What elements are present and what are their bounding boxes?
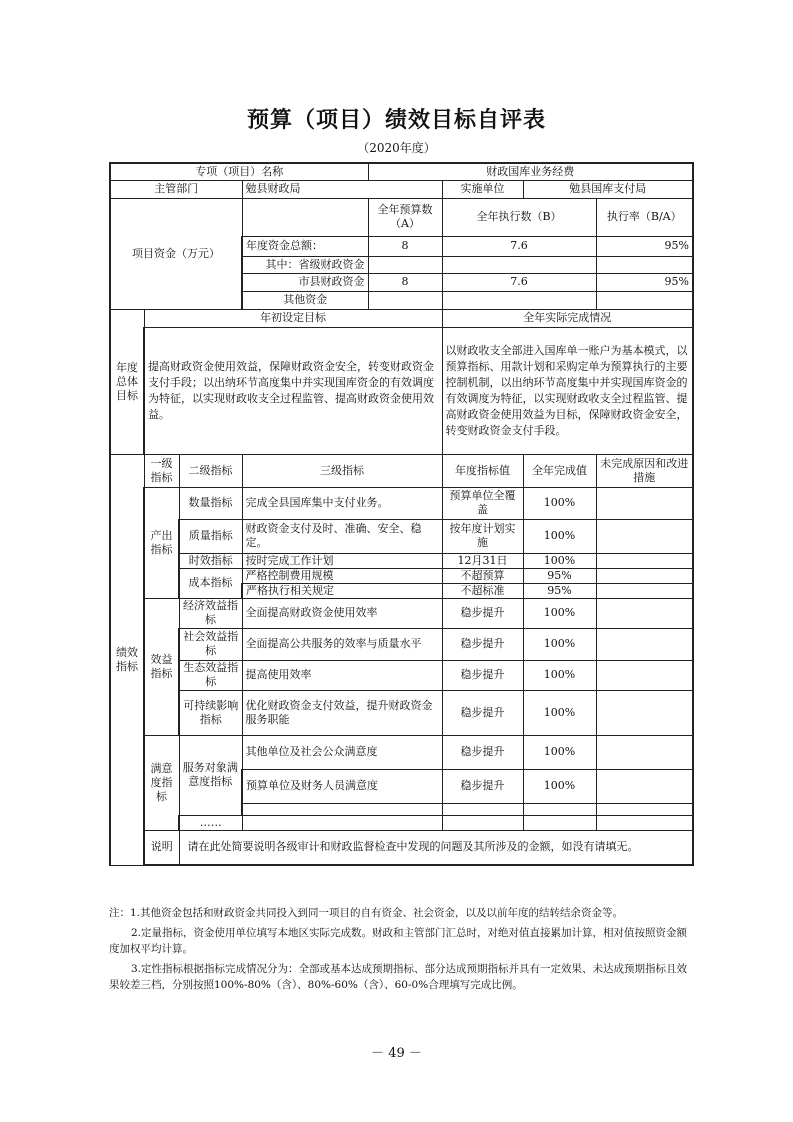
indicator-done: 100% bbox=[523, 690, 596, 735]
indicator-target: 12月31日 bbox=[442, 553, 523, 568]
output-l1: 产出指标 bbox=[144, 487, 179, 598]
funds-header-row bbox=[110, 198, 693, 236]
indicator-l2: 经济效益指标 bbox=[179, 598, 242, 628]
self-evaluation-table bbox=[109, 162, 694, 866]
indicator-reason bbox=[596, 598, 693, 628]
indicator-reason bbox=[596, 553, 693, 568]
indicator-l3: 提高使用效率 bbox=[242, 660, 442, 690]
perf-h-l3: 三级指标 bbox=[242, 454, 442, 487]
funds-exec bbox=[442, 256, 596, 273]
note-2: 2.定量指标，资金使用单位填写本地区实际完成数。财政和主管部门汇总时，对绝对值直接累加计算，相对值按照资金额度加权平均计算。 bbox=[109, 927, 688, 955]
indicator-l3: 按时完成工作计划 bbox=[242, 553, 442, 568]
funds-budget bbox=[368, 256, 442, 273]
indicator-reason bbox=[596, 660, 693, 690]
perf-header-row bbox=[110, 454, 693, 487]
explain-row bbox=[110, 830, 693, 865]
indicator-target: 稳步提升 bbox=[442, 598, 523, 628]
indicator-row bbox=[110, 628, 693, 660]
indicator-l3: 其他单位及社会公众满意度 bbox=[242, 735, 442, 769]
indicator-l3: 全面提高公共服务的效率与质量水平 bbox=[242, 628, 442, 660]
goals-label: 年度总体目标 bbox=[110, 309, 144, 454]
funds-rate: 95% bbox=[596, 236, 693, 256]
indicator-target: 稳步提升 bbox=[442, 690, 523, 735]
indicator-reason bbox=[596, 735, 693, 769]
impl-label: 实施单位 bbox=[442, 180, 523, 198]
indicator-l3: 严格执行相关规定 bbox=[242, 583, 442, 598]
empty-cell bbox=[596, 815, 693, 830]
explain-text: 请在此处简要说明各级审计和财政监督检查中发现的问题及其所涉及的金额，如没有请填无。 bbox=[179, 830, 693, 865]
empty-cell bbox=[442, 803, 523, 815]
indicator-l2: 可持续影响指标 bbox=[179, 690, 242, 735]
impl-value: 勉县国库支付局 bbox=[523, 180, 693, 198]
goals-col-set: 年初设定目标 bbox=[144, 309, 442, 327]
funds-rate: 95% bbox=[596, 273, 693, 291]
indicator-row bbox=[110, 735, 693, 769]
goals-content-row bbox=[110, 327, 693, 454]
indicator-done: 100% bbox=[523, 628, 596, 660]
perf-label: 绩效指标 bbox=[110, 454, 144, 865]
perf-h-target: 年度指标值 bbox=[442, 454, 523, 487]
project-value: 财政国库业务经费 bbox=[368, 163, 693, 180]
notes bbox=[109, 905, 692, 997]
benefit-l1: 效益指标 bbox=[144, 598, 179, 735]
goals-header-row bbox=[110, 309, 693, 327]
indicator-done: 100% bbox=[523, 735, 596, 769]
indicator-done: 95% bbox=[523, 583, 596, 598]
indicator-done: 100% bbox=[523, 553, 596, 568]
dept-value: 勉县财政局 bbox=[242, 180, 442, 198]
funds-rate bbox=[596, 291, 693, 309]
indicator-target: 按年度计划实施 bbox=[442, 519, 523, 553]
indicator-reason bbox=[596, 769, 693, 803]
indicator-l3: 全面提高财政资金使用效率 bbox=[242, 598, 442, 628]
indicator-target: 稳步提升 bbox=[442, 735, 523, 769]
indicator-l3: 完成全县国库集中支付业务。 bbox=[242, 487, 442, 519]
indicator-l2: 成本指标 bbox=[179, 568, 242, 598]
indicator-reason bbox=[596, 487, 693, 519]
funds-row-label: 年度资金总额： bbox=[242, 236, 368, 256]
ellipsis-row bbox=[110, 815, 693, 830]
indicator-done: 100% bbox=[523, 519, 596, 553]
indicator-l2: 社会效益指标 bbox=[179, 628, 242, 660]
empty-cell bbox=[242, 803, 442, 815]
indicator-l2: 质量指标 bbox=[179, 519, 242, 553]
indicator-l2: 生态效益指标 bbox=[179, 660, 242, 690]
satisfaction-l1: 满意度指标 bbox=[144, 735, 179, 830]
funds-exec bbox=[442, 291, 596, 309]
indicator-l2: 服务对象满意度指标 bbox=[179, 735, 242, 815]
indicator-target: 不超预算 bbox=[442, 568, 523, 583]
indicator-row bbox=[110, 660, 693, 690]
funds-exec: 7.6 bbox=[442, 236, 596, 256]
funds-budget: 8 bbox=[368, 273, 442, 291]
dept-label: 主管部门 bbox=[110, 180, 242, 198]
note-3: 3.定性指标根据指标完成情况分为：全部或基本达成预期指标、部分达成预期指标并具有一定效果、未达成预期指标且效果较差三档，分别按照100%-80%（含）、80%-60%（含）、60-0%合理填写完成比例。 bbox=[109, 963, 688, 991]
indicator-reason bbox=[596, 690, 693, 735]
indicator-done: 100% bbox=[523, 660, 596, 690]
indicator-done: 95% bbox=[523, 568, 596, 583]
funds-exec: 7.6 bbox=[442, 273, 596, 291]
funds-row-label: 市县财政资金 bbox=[242, 273, 368, 291]
indicator-l2: 时效指标 bbox=[179, 553, 242, 568]
indicator-row bbox=[110, 553, 693, 568]
indicator-row bbox=[110, 568, 693, 583]
indicator-done: 100% bbox=[523, 598, 596, 628]
indicator-row bbox=[110, 519, 693, 553]
funds-row-label: 其中：省级财政资金 bbox=[242, 256, 368, 273]
indicator-target: 预算单位全覆盖 bbox=[442, 487, 523, 519]
indicator-target: 稳步提升 bbox=[442, 628, 523, 660]
perf-h-done: 全年完成值 bbox=[523, 454, 596, 487]
indicator-l3: 严格控制费用规模 bbox=[242, 568, 442, 583]
indicator-reason bbox=[596, 519, 693, 553]
year-label: （2020年度） bbox=[357, 141, 436, 155]
goals-col-actual: 全年实际完成情况 bbox=[442, 309, 693, 327]
dept-row bbox=[110, 180, 693, 198]
perf-h-l1: 一级指标 bbox=[144, 454, 179, 487]
indicator-l2: 数量指标 bbox=[179, 487, 242, 519]
project-row bbox=[110, 163, 693, 180]
indicator-reason bbox=[596, 583, 693, 598]
indicator-target: 不超标准 bbox=[442, 583, 523, 598]
empty-cell bbox=[442, 815, 523, 830]
indicator-row bbox=[110, 598, 693, 628]
funds-budget: 8 bbox=[368, 236, 442, 256]
indicator-target: 稳步提升 bbox=[442, 660, 523, 690]
explain-label: 说明 bbox=[144, 830, 179, 865]
indicator-reason bbox=[596, 568, 693, 583]
funds-header-blank bbox=[242, 198, 368, 236]
page-title: 预算（项目）绩效目标自评表 bbox=[246, 107, 546, 133]
funds-budget bbox=[368, 291, 442, 309]
col-budget: 全年预算数（A） bbox=[368, 198, 442, 236]
indicator-l3: 预算单位及财务人员满意度 bbox=[242, 769, 442, 803]
funds-row-label: 其他资金 bbox=[242, 291, 368, 309]
indicator-reason bbox=[596, 628, 693, 660]
perf-h-l2: 二级指标 bbox=[179, 454, 242, 487]
empty-cell bbox=[523, 815, 596, 830]
empty-cell bbox=[523, 803, 596, 815]
funds-label: 项目资金（万元） bbox=[110, 198, 242, 309]
indicator-target: 稳步提升 bbox=[442, 769, 523, 803]
ellipsis: …… bbox=[179, 815, 242, 830]
project-label: 专项（项目）名称 bbox=[110, 163, 368, 180]
indicator-row bbox=[110, 690, 693, 735]
note-1: 注：1.其他资金包括和财政资金共同投入到同一项目的自有资金、社会资金，以及以前年度的结转结余资金等。 bbox=[109, 907, 624, 919]
indicator-l3: 优化财政资金支付效益，提升财政资金服务职能 bbox=[242, 690, 442, 735]
indicator-done: 100% bbox=[523, 769, 596, 803]
goals-set-text: 提高财政资金使用效益，保障财政资金安全，转变财政资金支付手段；以出纳环节高度集中并实现国库资金的有效调度为特征，以实现财政收支全过程监管、提高财政资金使用效益。 bbox=[144, 327, 442, 454]
indicator-done: 100% bbox=[523, 487, 596, 519]
indicator-l3: 财政资金支付及时、准确、安全、稳定。 bbox=[242, 519, 442, 553]
page-number: － 49 － bbox=[371, 1046, 422, 1061]
empty-cell bbox=[596, 803, 693, 815]
funds-rate bbox=[596, 256, 693, 273]
col-rate: 执行率（B/A） bbox=[596, 198, 693, 236]
indicator-row bbox=[110, 487, 693, 519]
perf-h-reason: 未完成原因和改进措施 bbox=[596, 454, 693, 487]
goals-actual-text: 以财政收支全部进入国库单一账户为基本模式，以预算指标、用款计划和采购定单为预算执行的主要控制机制，以出纳环节高度集中并实现国库资金的有效调度为特征，以实现财政收支全过程监管、提高财政资金使用效益为目标，保障财政资金安全，转变财政资金支付手段。 bbox=[442, 327, 693, 454]
empty-cell bbox=[242, 815, 442, 830]
col-exec: 全年执行数（B） bbox=[442, 198, 596, 236]
